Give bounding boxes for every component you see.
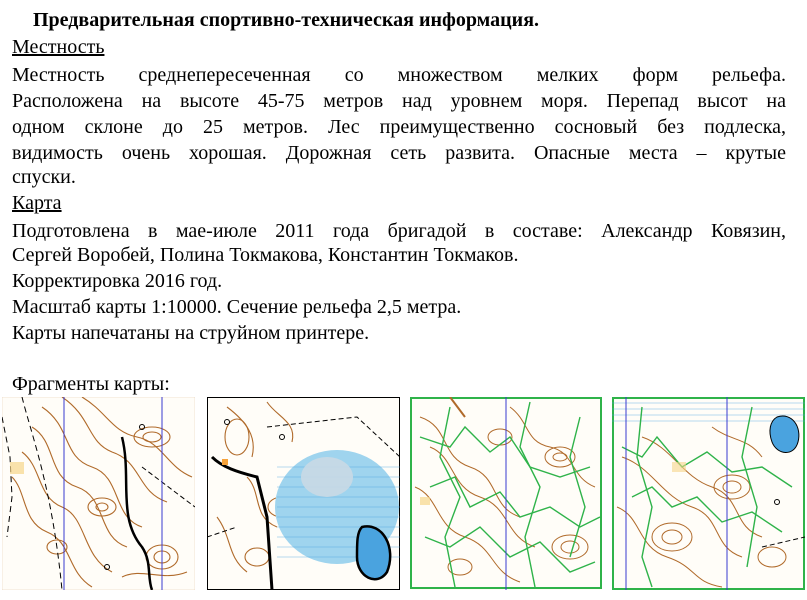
map-line-3: Корректировка 2016 год. — [12, 270, 223, 292]
terrain-line-4: видимость очень хорошая. Дорожная сеть развита. Опасные места – крутые — [12, 142, 786, 164]
map-fragments — [0, 397, 807, 600]
map-fragment-3 — [410, 397, 602, 590]
terrain-line-2: Расположена на высоте 45-75 метров над уровнем моря. Перепад высот на — [12, 90, 786, 112]
fragments-label: Фрагменты карты: — [12, 373, 170, 395]
map-line-5: Карты напечатаны на струйном принтере. — [12, 322, 370, 344]
terrain-line-1: Местность среднепересеченная со множеством мелких форм рельефа. — [12, 64, 786, 86]
map-line-2: Сергей Воробей, Полина Токмакова, Константин Токмаков. — [12, 244, 519, 266]
terrain-line-3: одном склоне до 25 метров. Лес преимущественно сосновый без подлеска, — [12, 116, 786, 138]
map-line-1: Подготовлена в мае-июле 2011 года бригадой в составе: Александр Ковязин, — [12, 220, 786, 242]
map-fragment-4 — [612, 397, 805, 590]
map-fragment-2 — [207, 397, 400, 590]
map-fragment-1 — [2, 397, 195, 590]
map-line-4: Масштаб карты 1:10000. Сечение рельефа 2,5 метра. — [12, 296, 462, 318]
page-heading: Предварительная спортивно-техническая информация. — [33, 9, 540, 31]
map-title: Карта — [12, 192, 62, 214]
terrain-title: Местность — [12, 36, 105, 58]
terrain-line-5: спуски. — [12, 166, 76, 188]
